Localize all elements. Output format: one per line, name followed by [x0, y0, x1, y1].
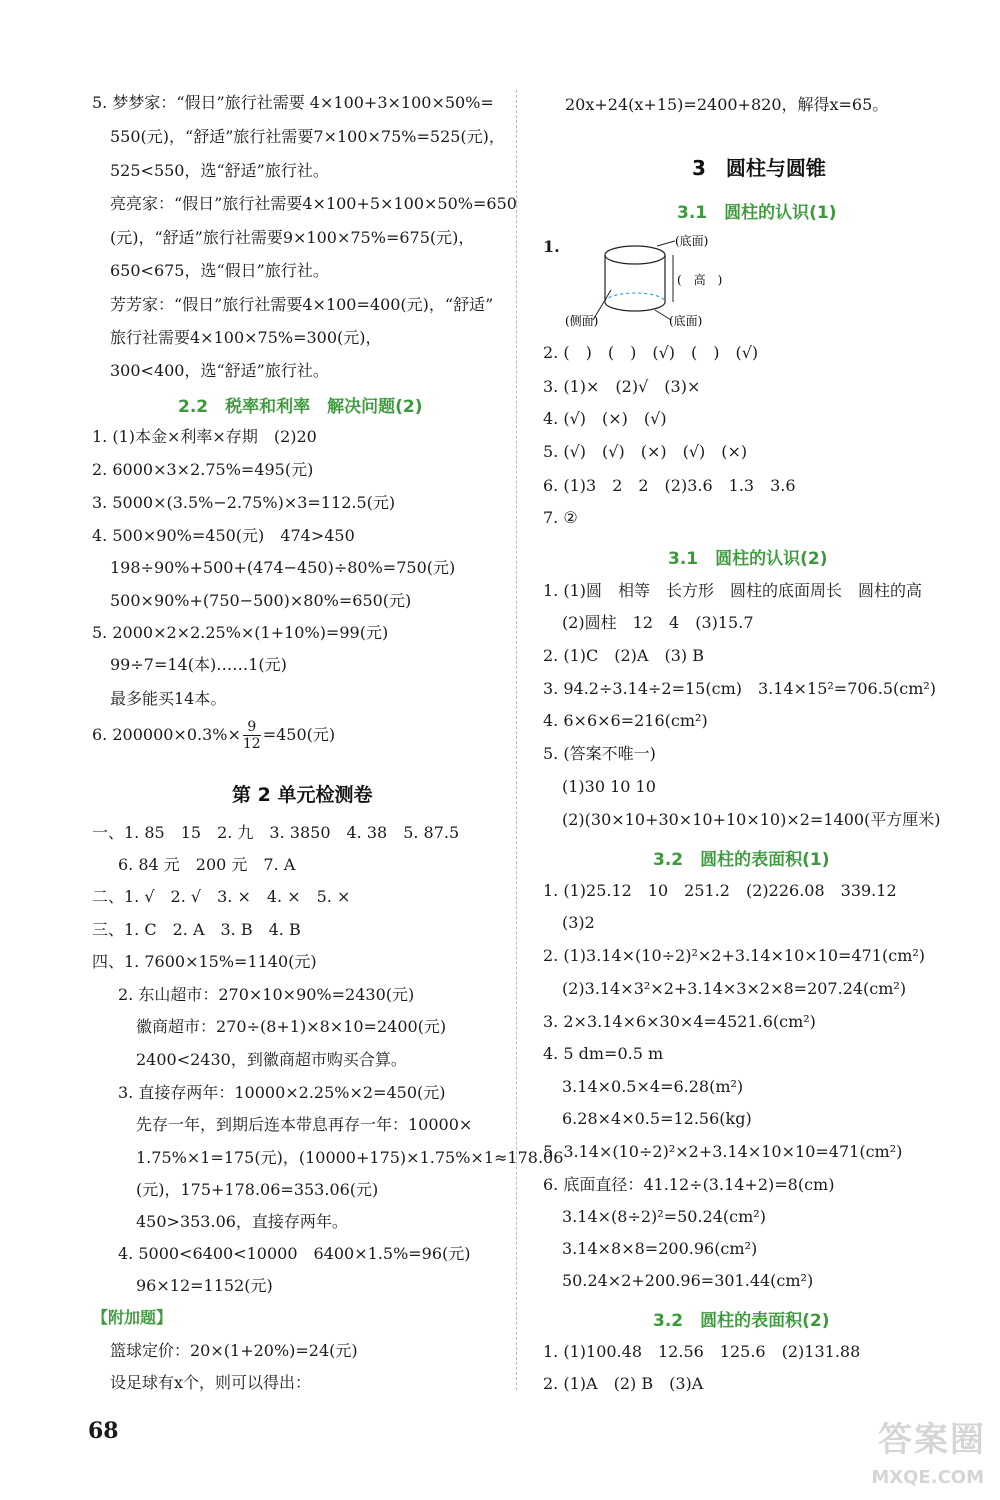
- answer-line: 5. (√) (√) (×) (√) (×): [543, 442, 748, 461]
- answer-line: 450>353.06，直接存两年。: [136, 1212, 348, 1231]
- answer-line: 三、1. C 2. A 3. B 4. B: [92, 920, 301, 939]
- section-title: 3.1 圆柱的认识(2): [668, 549, 828, 569]
- answer-line: 6. 底面直径：41.12÷(3.14+2)=8(cm): [543, 1175, 835, 1194]
- section-title: 3.1 圆柱的认识(1): [677, 203, 837, 223]
- answer-line: 5. 3.14×(10÷2)²×2+3.14×10×10=471(cm²): [543, 1142, 903, 1161]
- answer-line: (2)3.14×3²×2+3.14×3×2×8=207.24(cm²): [562, 979, 907, 998]
- answer-line: 2. (1)C (2)A (3) B: [543, 646, 704, 665]
- cylinder-bottom-front: [605, 302, 665, 311]
- cylinder-top-ellipse: [605, 246, 665, 264]
- answer-line: 徽商超市：270÷(8+1)×8×10=2400(元): [136, 1017, 447, 1036]
- answer-line: 20x+24(x+15)=2400+820，解得x=65。: [565, 95, 889, 114]
- answer-line: (3)2: [562, 913, 595, 932]
- answer-line: 一、1. 85 15 2. 九 3. 3850 4. 38 5. 87.5: [92, 823, 460, 842]
- page-number: 68: [88, 1418, 119, 1444]
- answer-line: 525<550，选“舒适”旅行社。: [110, 161, 329, 180]
- answer-line: 50.24×2+200.96=301.44(cm²): [562, 1271, 814, 1290]
- answer-line: (1)30 10 10: [562, 777, 656, 796]
- answer-line: 6. 84 元 200 元 7. A: [118, 855, 296, 874]
- q6-prefix: 6. 200000×0.3%×: [92, 725, 241, 744]
- answer-line: 3.14×(8÷2)²=50.24(cm²): [562, 1207, 766, 1226]
- answer-line: 4. 500×90%=450(元) 474>450: [92, 526, 355, 545]
- label-top-base: (底面): [675, 234, 709, 248]
- answer-line: 1. (1)25.12 10 251.2 (2)226.08 339.12: [543, 881, 897, 900]
- answer-line: 5. 梦梦家：“假日”旅行社需要 4×100+3×100×50%=: [92, 93, 494, 112]
- answer-line: 篮球定价：20×(1+20%)=24(元): [110, 1341, 358, 1360]
- chapter-title: 3 圆柱与圆锥: [692, 156, 826, 180]
- fraction-denominator: 12: [242, 736, 261, 752]
- answer-line: 1. (1)本金×利率×存期 (2)20: [92, 427, 317, 446]
- answer-line: 2. (1)A (2) B (3)A: [543, 1374, 704, 1393]
- answer-line: (元)，“舒适”旅行社需要9×100×75%=675(元)，: [110, 228, 475, 247]
- answer-line: 3. (1)× (2)√ (3)×: [543, 377, 701, 396]
- answer-line: 1.75%×1=175(元)，(10000+175)×1.75%×1≈178.06: [136, 1148, 564, 1167]
- answer-line: 4. 5000<6400<10000 6400×1.5%=96(元): [118, 1244, 471, 1263]
- unit-test-title: 第 2 单元检测卷: [232, 784, 373, 806]
- q6-suffix: =450(元): [262, 725, 336, 744]
- answer-line: 7. ②: [543, 508, 578, 527]
- watermark-title: 答案圈: [878, 1420, 986, 1460]
- answer-line: 550(元)，“舒适”旅行社需要7×100×75%=525(元)，: [110, 127, 505, 146]
- answer-line: 6. (1)3 2 2 (2)3.6 1.3 3.6: [543, 476, 796, 495]
- answer-line: 650<675，选“假日”旅行社。: [110, 261, 329, 280]
- answer-line: 3.14×8×8=200.96(cm²): [562, 1239, 758, 1258]
- answer-line: 最多能买14本。: [110, 689, 227, 708]
- answer-line: 设足球有x个，则可以得出：: [110, 1373, 312, 1392]
- section-title: 3.2 圆柱的表面积(1): [653, 850, 830, 870]
- answer-line: 二、1. √ 2. √ 3. × 4. × 5. ×: [92, 887, 351, 906]
- answer-line: 99÷7=14(本)……1(元): [110, 655, 287, 674]
- answer-line: (2)圆柱 12 4 (3)15.7: [562, 613, 754, 632]
- answer-line: (元)，175+178.06=353.06(元): [136, 1180, 379, 1199]
- answer-line: 198÷90%+500+(474−450)÷80%=750(元): [110, 558, 456, 577]
- watermark-logo: [828, 1412, 988, 1492]
- answer-line: 1. (1)100.48 12.56 125.6 (2)131.88: [543, 1342, 861, 1361]
- fraction: [243, 719, 261, 752]
- answer-line: 1. (1)圆 相等 长方形 圆柱的底面周长 圆柱的高: [543, 581, 923, 600]
- column-divider: [516, 90, 517, 1390]
- cylinder-bottom-back: [605, 293, 665, 302]
- answer-line: 2. (1)3.14×(10÷2)²×2+3.14×10×10=471(cm²): [543, 946, 926, 965]
- answer-line: 2400<2430，到徽商超市购买合算。: [136, 1050, 407, 1069]
- fraction-numerator: 9: [243, 719, 261, 736]
- answer-line: 2. ( ) ( ) (√) ( ) (√): [543, 343, 759, 362]
- answer-line: 四、1. 7600×15%=1140(元): [92, 952, 317, 971]
- answer-line: 3. 94.2÷3.14÷2=15(cm) 3.14×15²=706.5(cm²): [543, 679, 937, 698]
- answer-line: 3.14×0.5×4=6.28(m²): [562, 1077, 744, 1096]
- answer-line-fraction: [92, 718, 335, 752]
- answer-line: 96×12=1152(元): [136, 1276, 273, 1295]
- question-number: 1.: [543, 237, 560, 256]
- answer-line: 6.28×4×0.5=12.56(kg): [562, 1109, 752, 1128]
- extra-title: 【附加题】: [92, 1308, 173, 1327]
- arrow-top: [657, 241, 675, 246]
- answer-line: 亮亮家：“假日”旅行社需要4×100+5×100×50%=650: [110, 194, 517, 213]
- watermark-url: MXQE.COM: [871, 1467, 984, 1488]
- answer-line: 5. (答案不唯一): [543, 744, 656, 763]
- answer-line: 300<400，选“舒适”旅行社。: [110, 361, 329, 380]
- answer-line: 3. 直接存两年：10000×2.25%×2=450(元): [118, 1083, 446, 1102]
- answer-line: 3. 5000×(3.5%−2.75%)×3=112.5(元): [92, 493, 396, 512]
- answer-line: 2. 6000×3×2.75%=495(元): [92, 460, 314, 479]
- answer-line: 2. 东山超市：270×10×90%=2430(元): [118, 985, 415, 1004]
- answer-line: 先存一年，到期后连本带息再存一年：10000×: [136, 1115, 473, 1134]
- answer-line: 5. 2000×2×2.25%×(1+10%)=99(元): [92, 623, 389, 642]
- answer-line: 3. 2×3.14×6×30×4=4521.6(cm²): [543, 1012, 816, 1031]
- answer-line: 旅行社需要4×100×75%=300(元)，: [110, 328, 382, 347]
- answer-line: 4. (√) (×) (√): [543, 409, 667, 428]
- answer-line: 芳芳家：“假日”旅行社需要4×100=400(元)，“舒适”: [110, 295, 494, 314]
- label-height: ( 高 ): [677, 273, 723, 287]
- cylinder-diagram: [565, 228, 785, 338]
- answer-line: (2)(30×10+30×10+10×10)×2=1400(平方厘米): [562, 810, 941, 829]
- section-title: 3.2 圆柱的表面积(2): [653, 1311, 830, 1331]
- section-title: 2.2 税率和利率 解决问题(2): [178, 397, 423, 417]
- answer-line: 4. 5 dm=0.5 m: [543, 1044, 664, 1063]
- label-bottom-base: (底面): [669, 314, 703, 328]
- label-side: (侧面): [565, 314, 599, 328]
- answer-line: 500×90%+(750−500)×80%=650(元): [110, 591, 412, 610]
- answer-line: 4. 6×6×6=216(cm²): [543, 711, 708, 730]
